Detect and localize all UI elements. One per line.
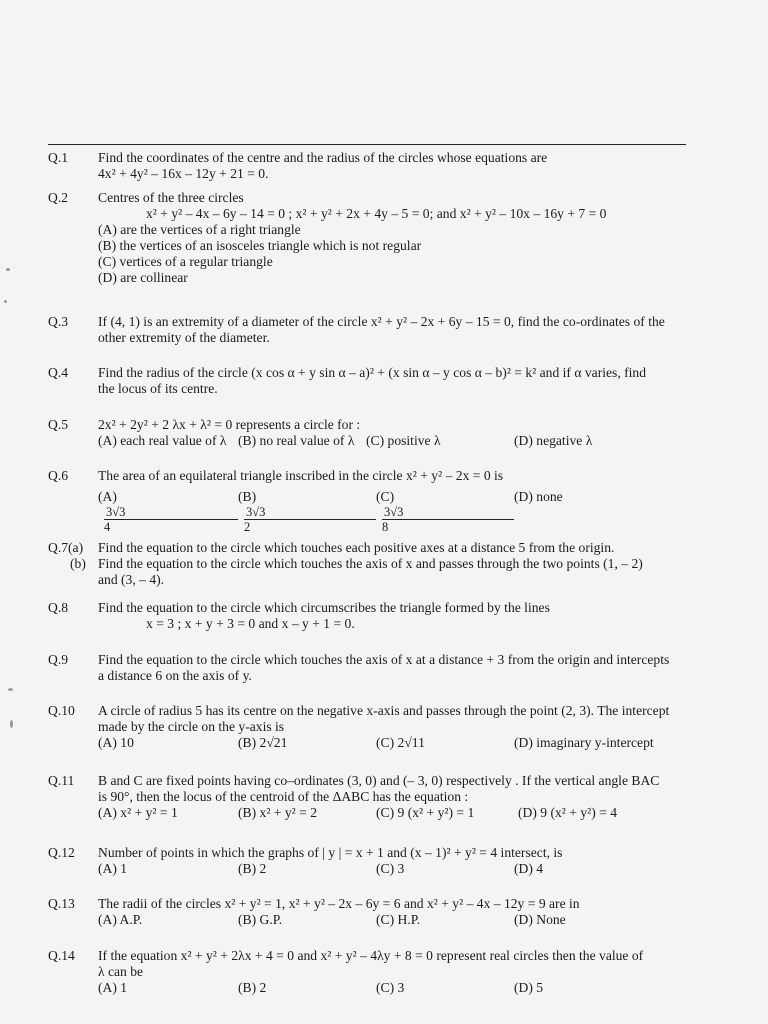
option-a: (A) 1 <box>98 980 128 995</box>
question-text: Find the equation to the circle which touches the axis of x and passes through the two points (1, – 2) <box>98 556 643 571</box>
question-text: Find the equation to the circle which touches the axis of x at a distance + 3 from the origin and intercepts <box>98 652 670 667</box>
scan-speck <box>6 268 10 271</box>
option-a: (A) A.P. <box>98 912 143 927</box>
question-1 <box>48 150 694 182</box>
question-text: Find the coordinates of the centre and the radius of the circles whose equations are <box>98 150 548 165</box>
question-text: If the equation x² + y² + 2λx + 4 = 0 and x² + y² – 4λy + 8 = 0 represent real circles then the value of <box>98 948 644 963</box>
question-text: Centres of the three circles <box>98 190 244 205</box>
question-number: Q.8 <box>48 600 69 615</box>
option-c: (C) vertices of a regular triangle <box>98 254 273 269</box>
option-d: (D) 9 (x² + y²) = 4 <box>518 805 617 820</box>
question-number: Q.2 <box>48 190 69 205</box>
question-text: and (3, – 4). <box>98 572 165 587</box>
question-number: Q.4 <box>48 365 69 380</box>
option-d: (D) None <box>514 912 566 927</box>
question-7 <box>48 540 694 588</box>
question-text: Find the radius of the circle (x cos α + y sin α – a)² + (x sin α – y cos α – b)² = k² and if α varies, find <box>98 365 647 380</box>
question-number: Q.1 <box>48 150 69 165</box>
option-a: (A) 3√3 4 <box>98 489 238 534</box>
options-row <box>98 735 694 751</box>
option-c: (C) H.P. <box>376 912 421 927</box>
question-text: B and C are fixed points having co–ordinates (3, 0) and (– 3, 0) respectively . If the vertical angle BAC <box>98 773 660 788</box>
question-text: If (4, 1) is an extremity of a diameter of the circle x² + y² – 2x + 6y – 15 = 0, find the co-ordinates of the <box>98 314 665 329</box>
option-a: (A) x² + y² = 1 <box>98 805 178 820</box>
option-c: (C) 9 (x² + y²) = 1 <box>376 805 475 820</box>
option-d: (D) are collinear <box>98 270 188 285</box>
question-6 <box>48 468 694 534</box>
options-row <box>98 980 694 996</box>
option-a: (A) 1 <box>98 861 128 876</box>
option-c: (C) positive λ <box>366 433 441 448</box>
question-2 <box>48 190 694 286</box>
option-a: (A) are the vertices of a right triangle <box>98 222 301 237</box>
question-8 <box>48 600 694 632</box>
scan-speck <box>10 720 13 728</box>
option-b: (B) x² + y² = 2 <box>238 805 317 820</box>
option-c: (C) 2√11 <box>376 735 425 750</box>
option-b: (B) 3√3 2 <box>238 489 376 534</box>
question-text: λ can be <box>98 964 144 979</box>
question-text: Number of points in which the graphs of | y | = x + 1 and (x – 1)² + y² = 4 intersect, is <box>98 845 563 860</box>
option-d: (D) negative λ <box>514 433 593 448</box>
question-4 <box>48 365 694 397</box>
option-c: (C) 3 <box>376 861 405 876</box>
option-d: (D) 4 <box>514 861 544 876</box>
question-number: Q.13 <box>48 896 75 911</box>
option-b: (B) 2 <box>238 980 267 995</box>
question-text: Find the equation to the circle which circumscribes the triangle formed by the lines <box>98 600 550 615</box>
question-number: Q.3 <box>48 314 69 329</box>
question-number: Q.11 <box>48 773 75 788</box>
question-number: Q.7(a) <box>48 540 84 555</box>
question-9 <box>48 652 694 684</box>
fraction: 3√3 8 <box>382 505 514 534</box>
options-row <box>98 489 694 534</box>
option-d: (D) 5 <box>514 980 544 995</box>
question-text: the locus of its centre. <box>98 381 218 396</box>
fraction: 3√3 4 <box>104 505 238 534</box>
question-number: Q.6 <box>48 468 69 483</box>
question-number: Q.5 <box>48 417 69 432</box>
option-d: (D) none <box>514 489 563 504</box>
option-b: (B) no real value of λ <box>238 433 355 448</box>
question-text: made by the circle on the y-axis is <box>98 719 285 734</box>
options-row <box>98 433 694 449</box>
question-text: a distance 6 on the axis of y. <box>98 668 252 683</box>
option-c: (C) 3 <box>376 980 405 995</box>
question-text: is 90°, then the locus of the centroid of the ΔABC has the equation : <box>98 789 469 804</box>
option-b: (B) G.P. <box>238 912 283 927</box>
question-12 <box>48 845 694 877</box>
question-number: Q.14 <box>48 948 75 963</box>
question-text: 4x² + 4y² – 16x – 12y + 21 = 0. <box>98 166 269 181</box>
question-number: Q.9 <box>48 652 69 667</box>
question-3 <box>48 314 694 346</box>
question-text: The area of an equilateral triangle inscribed in the circle x² + y² – 2x = 0 is <box>98 468 504 483</box>
subquestion-b <box>70 556 694 588</box>
question-text: 2x² + 2y² + 2 λx + λ² = 0 represents a circle for : <box>98 417 361 432</box>
option-a: (A) each real value of λ <box>98 433 227 448</box>
option-a: (A) 10 <box>98 735 134 750</box>
question-equations: x = 3 ; x + y + 3 = 0 and x – y + 1 = 0. <box>146 616 355 631</box>
question-text: A circle of radius 5 has its centre on the negative x-axis and passes through the point (2, 3). The intercept <box>98 703 670 718</box>
question-number: Q.12 <box>48 845 75 860</box>
options-row <box>98 861 694 877</box>
fraction: 3√3 2 <box>244 505 376 534</box>
option-b: (B) 2√21 <box>238 735 288 750</box>
option-c: (C) 3√3 8 <box>376 489 514 534</box>
option-b: (B) 2 <box>238 861 267 876</box>
options-row <box>98 912 694 928</box>
scan-speck <box>4 300 7 303</box>
question-11 <box>48 773 694 821</box>
question-number: Q.10 <box>48 703 75 718</box>
subquestion-label: (b) <box>70 556 86 571</box>
question-text-a: Find the equation to the circle which touches each positive axes at a distance 5 from the origin. <box>98 540 615 555</box>
question-text: The radii of the circles x² + y² = 1, x² + y² – 2x – 6y = 6 and x² + y² – 4x – 12y = 9 are in <box>98 896 580 911</box>
header-rule <box>48 144 686 145</box>
question-14 <box>48 948 694 996</box>
question-10 <box>48 703 694 751</box>
question-13 <box>48 896 694 928</box>
option-b: (B) the vertices of an isosceles triangle which is not regular <box>98 238 422 253</box>
options-row <box>98 805 694 821</box>
question-equations: x² + y² – 4x – 6y – 14 = 0 ; x² + y² + 2x + 4y – 5 = 0; and x² + y² – 10x – 16y + 7 = 0 <box>146 206 607 221</box>
question-5 <box>48 417 694 449</box>
question-text: other extremity of the diameter. <box>98 330 270 345</box>
option-d: (D) imaginary y-intercept <box>514 735 654 750</box>
scan-speck <box>8 688 13 691</box>
